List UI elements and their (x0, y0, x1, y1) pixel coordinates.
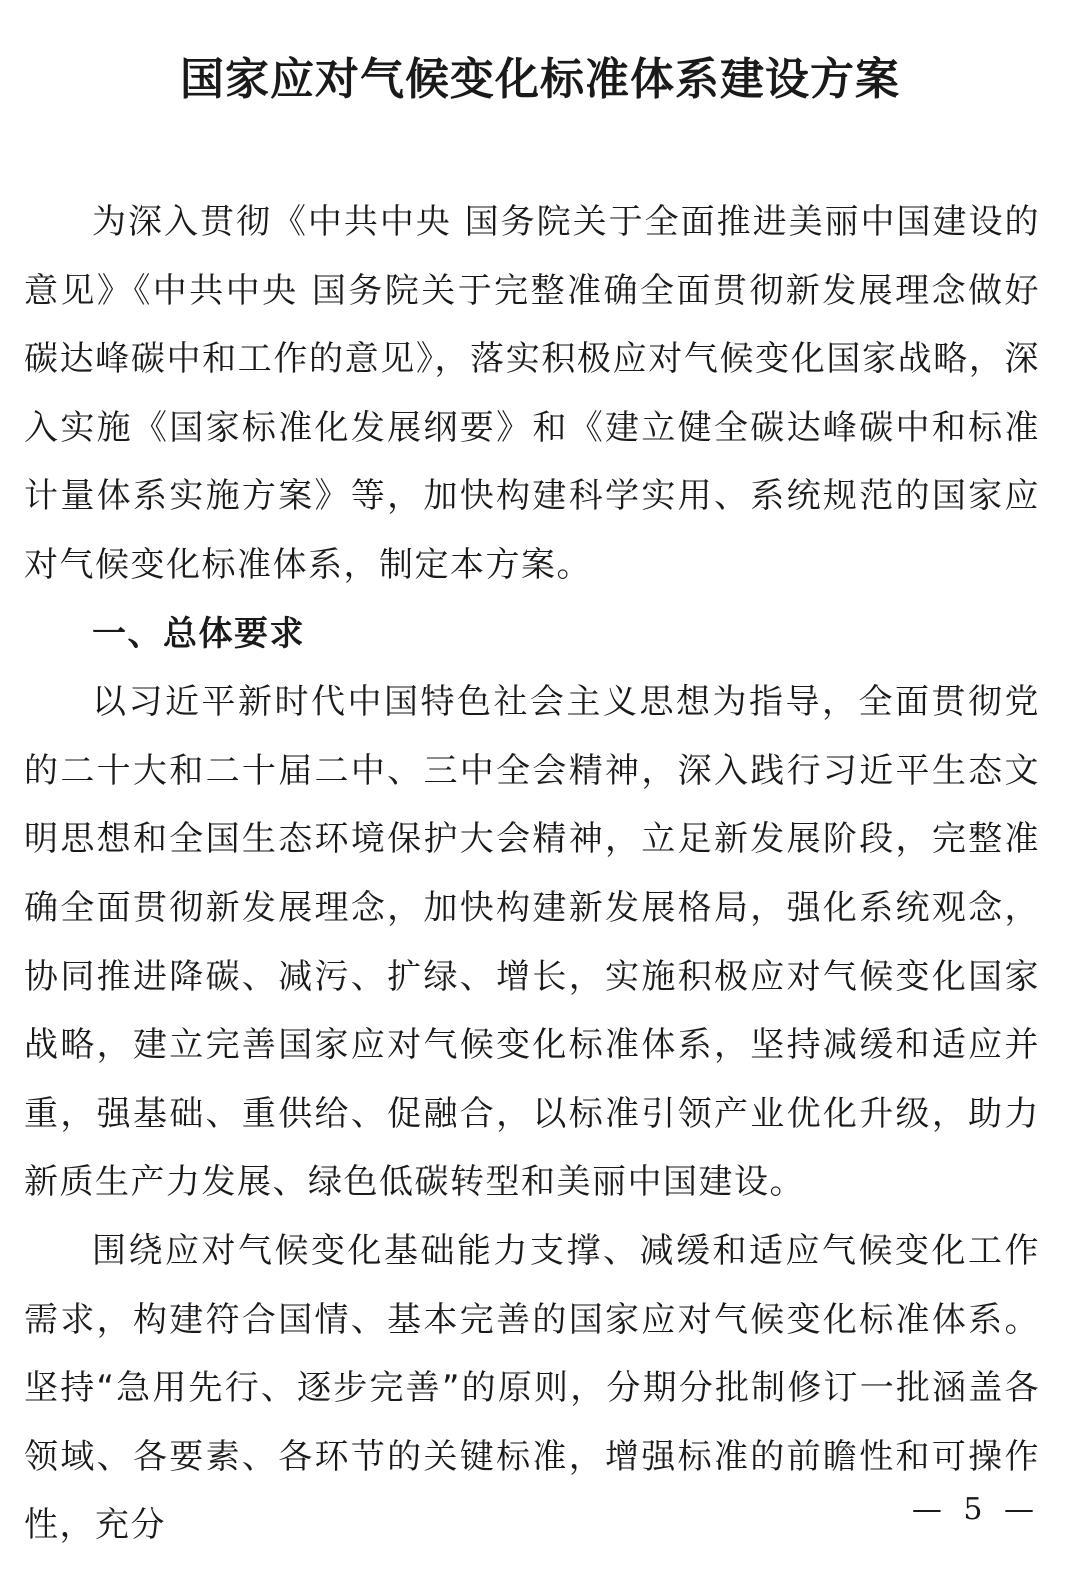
paragraph-guiding-ideology: 以习近平新时代中国特色社会主义思想为指导，全面贯彻党的二十大和二十届二中、三中全会精神，深入践行习近平生态文明思想和全国生态环境保护大会精神，立足新发展阶段，完整准确全面贯彻新发展理念，加快构建新发展格局，强化系统观念，协同推进降碳、减污、扩绿、增长，实施积极应对气候变化国家战略，建立完善国家应对气候变化标准体系，坚持减缓和适应并重，强基础、重供给、促融合，以标准引领产业优化升级，助力新质生产力发展、绿色低碳转型和美丽中国建设。 (24, 682, 1040, 1203)
paragraph-goals: 围绕应对气候变化基础能力支撑、减缓和适应气候变化工作需求，构建符合国情、基本完善的国家应对气候变化标准体系。坚持“急用先行、逐步完善”的原则，分期分批制修订一批涵盖各领域、各要素、各环节的关键标准，增强标准的前瞻性和可操作性，充分 (24, 1230, 1040, 1546)
paragraph-intro: 为深入贯彻《中共中央 国务院关于全面推进美丽中国建设的意见》《中共中央 国务院关于完整准确全面贯彻新发展理念做好碳达峰碳中和工作的意见》，落实积极应对气候变化国家战略，深入实施《国家标准化发展纲要》和《建立健全碳达峰碳中和标准计量体系实施方案》等，加快构建科学实用、系统规范的国家应对气候变化标准体系，制定本方案。 (24, 202, 1040, 585)
document-body (24, 188, 1040, 1560)
section-heading-general-requirements: 一、总体要求 (92, 613, 305, 654)
document-title: 国家应对气候变化标准体系建设方案 (180, 54, 900, 105)
page-number: — 5 — (911, 1492, 1040, 1527)
